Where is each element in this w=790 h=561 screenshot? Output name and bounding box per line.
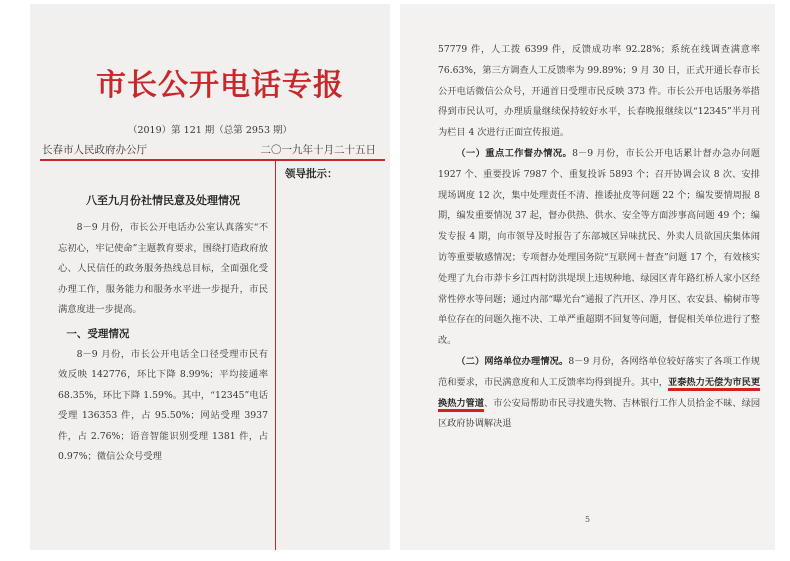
right-page (400, 4, 775, 550)
red-divider-line (40, 159, 385, 161)
section1-paragraph: 8－9 月份，市长公开电话全口径受理市民有效反映 142776，环比下降 8.99%；平均接通率 68.35%，环比下降 1.59%。其中，“12345”电话受理 136353 件，占 95.50%；网站受理 3937 件，占 2.76%；语音智能识别受理 1381 件，占 0.97%；微信公众号受理 (58, 348, 268, 462)
intro-paragraph: 8－9 月份，市长公开电话办公室认真落实“不忘初心，牢记使命”主题教育要求，围绕打造政府放心、人民信任的政务服务热线总目标，全面强化受办理工作，服务能力和服务水平进一步提升，市民满意度进一步提高。 (58, 222, 268, 315)
subsection1-paragraph (438, 144, 760, 352)
subsection1-heading: （一）重点工作督办情况。 (456, 147, 573, 159)
left-page (30, 4, 390, 550)
issue-date: 二〇一九年十月二十五日 (260, 144, 376, 156)
article-title: 八至九月份社情民意及处理情况 (86, 194, 240, 207)
issue-line: （2019）第 121 期（总第 2953 期） (127, 125, 293, 136)
subsection2-text-b: 、市公安局帮助市民寻找遗失物、吉林银行工作人员拾金不昧、绿园区政府协调解决退 (438, 397, 761, 430)
page-number: 5 (584, 515, 591, 524)
issuing-office: 长春市人民政府办公厅 (42, 144, 147, 156)
leader-comments-label: 领导批示： (285, 168, 338, 180)
subsection2-paragraph (438, 352, 760, 435)
masthead-title: 市长公开电话专报 (96, 68, 344, 103)
vertical-divider-line (275, 161, 276, 550)
subsection2-heading: （二）网络单位办理情况。 (456, 355, 569, 367)
article-body (58, 192, 268, 468)
continued-paragraph: 57779 件，人工拨 6399 件，反馈成功率 92.28%；系统在线调查满意率 76.63%，第三方调查人工反馈率为 99.89%；9 月 30 日，正式开通长春市长公开电话微信公众号，开通首日受理市民反映 373 件。市长公开电话服务举措得到市民认可，办理质量继续保持较好水平，长春晚报继续以“12345”半月刊为栏目 4 次进行正面宣传报道。 (438, 44, 760, 139)
right-page-body (438, 40, 760, 435)
section1-heading: 一、受理情况 (66, 327, 130, 340)
subsection2-text-a: 8－9 月份，各网络单位较好落实了各项工作规范和要求，市民满意度和人工反馈率均得到提升。其中， (438, 355, 760, 388)
highlighted-phrase: 亚泰热力无偿为市民更换热力管道 (438, 376, 761, 409)
subsection1-text: 8－9 月份，市长公开电话累计督办急办问题 1927 个、重要投诉 7987 个、重复投诉 5893 个；召开协调会议 8 次、安排现场调度 12 次，集中处理责任不清、推诿扯皮等问题 22 个；编发要情周报 8 期，编发重要情况 37 起，督办供热、供水、安全等方面涉事高问题 49 个；编发专报 4 期，向市领导及时报告了东部城区异味扰民、外卖人员欲国庆集体闹访等重要敏感情况；专项督办处理国务院“互联网＋督查”问题 17 个，有效核实处理了九台市莽卡乡江西村防洪堤坝上违规种地、绿园区青年路红桥人家小区经常性停水等问题；通过内部“曝光台”通报了汽开区、净月区、农安县、榆树市等单位存在的问题久拖不决、工单严重超期不回复等问题，督促相关单位进行了整改。 (438, 147, 760, 347)
